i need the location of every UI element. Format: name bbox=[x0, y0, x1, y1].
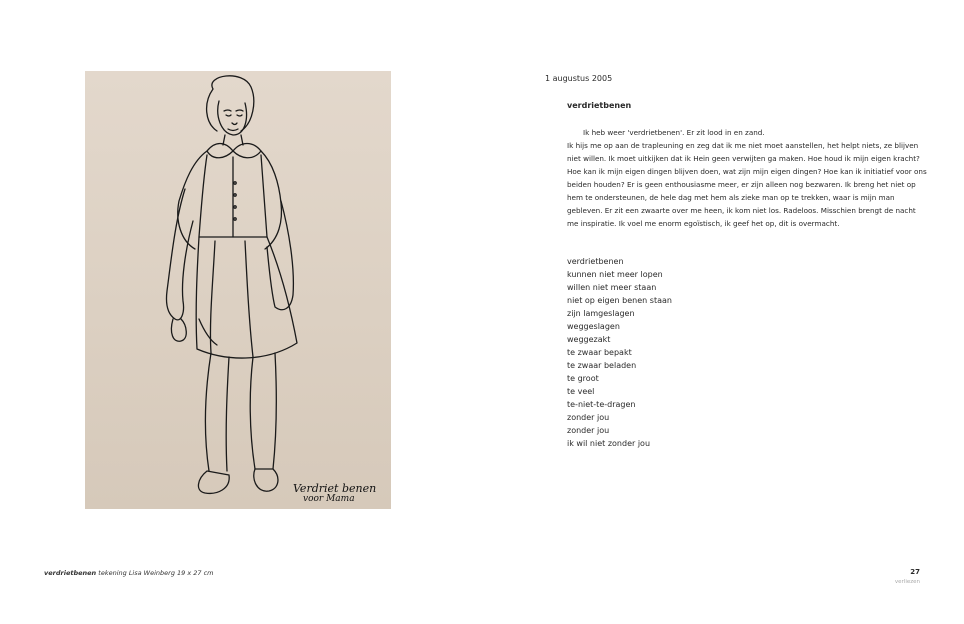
poem-line: weggezakt bbox=[567, 335, 611, 344]
inscription-line-1: Verdriet benen bbox=[293, 482, 377, 495]
poem-line: kunnen niet meer lopen bbox=[567, 270, 663, 279]
poem-line: te veel bbox=[567, 387, 595, 396]
poem-line: te zwaar beladen bbox=[567, 361, 637, 370]
poem-line: te groot bbox=[567, 374, 599, 383]
poem-line: willen niet meer staan bbox=[567, 283, 657, 292]
poem-line: zonder jou bbox=[567, 426, 610, 435]
poem-line: weggeslagen bbox=[567, 322, 620, 331]
diary-paragraph: Ik hijs me op aan de trapleuning en zeg dat ik me niet moet aanstellen, het helpt niets, ze blijven niet willen. Ik moet uitkijken dat ik Hein geen verwijten ga maken. Hoe houd ik mijn eigen kracht? Hoe kan ik mijn eigen dingen blijven doen, wat zijn mijn eigen dingen? Hoe kan ik initiatief voor ons beiden houden? Er is geen enthousiasme meer, er zijn alleen nog bezwaren. Ik breng het niet op hem te ondersteunen, de hele dag met hem als zieke man op te trekken, waar is mijn man gebleven. Er zit een zwaarte over me heen, ik kom niet los. Radeloos. Misschien brengt de nacht me inspiratie. Ik voel me enorm egoïstisch, ik geef het op, dit is overmacht. bbox=[567, 141, 927, 228]
diary-paragraph: Ik heb weer 'verdrietbenen'. Er zit lood in en zand. bbox=[583, 128, 765, 137]
drawing-inscription bbox=[293, 483, 376, 505]
page-number: 27 bbox=[910, 568, 920, 576]
poem-line: zonder jou bbox=[567, 413, 610, 422]
inscription-line-2: voor Mama bbox=[303, 494, 355, 504]
poem-line: te-niet-te-dragen bbox=[567, 400, 636, 409]
poem-line: zijn lamgeslagen bbox=[567, 309, 635, 318]
diary-entry bbox=[567, 126, 927, 230]
figure-sketch bbox=[85, 71, 391, 509]
caption-details: tekening Lisa Weinberg 19 x 27 cm bbox=[98, 569, 214, 577]
artwork-drawing bbox=[85, 71, 391, 509]
image-caption bbox=[44, 569, 214, 577]
poem bbox=[567, 255, 672, 450]
entry-date: 1 augustus 2005 bbox=[545, 74, 613, 83]
poem-line: verdrietbenen bbox=[567, 257, 624, 266]
poem-line: niet op eigen benen staan bbox=[567, 296, 672, 305]
poem-line: te zwaar bepakt bbox=[567, 348, 632, 357]
entry-title: verdrietbenen bbox=[567, 101, 632, 110]
section-label: verliezen bbox=[894, 579, 920, 585]
poem-line: ik wil niet zonder jou bbox=[567, 439, 651, 448]
caption-title: verdrietbenen bbox=[44, 569, 97, 577]
